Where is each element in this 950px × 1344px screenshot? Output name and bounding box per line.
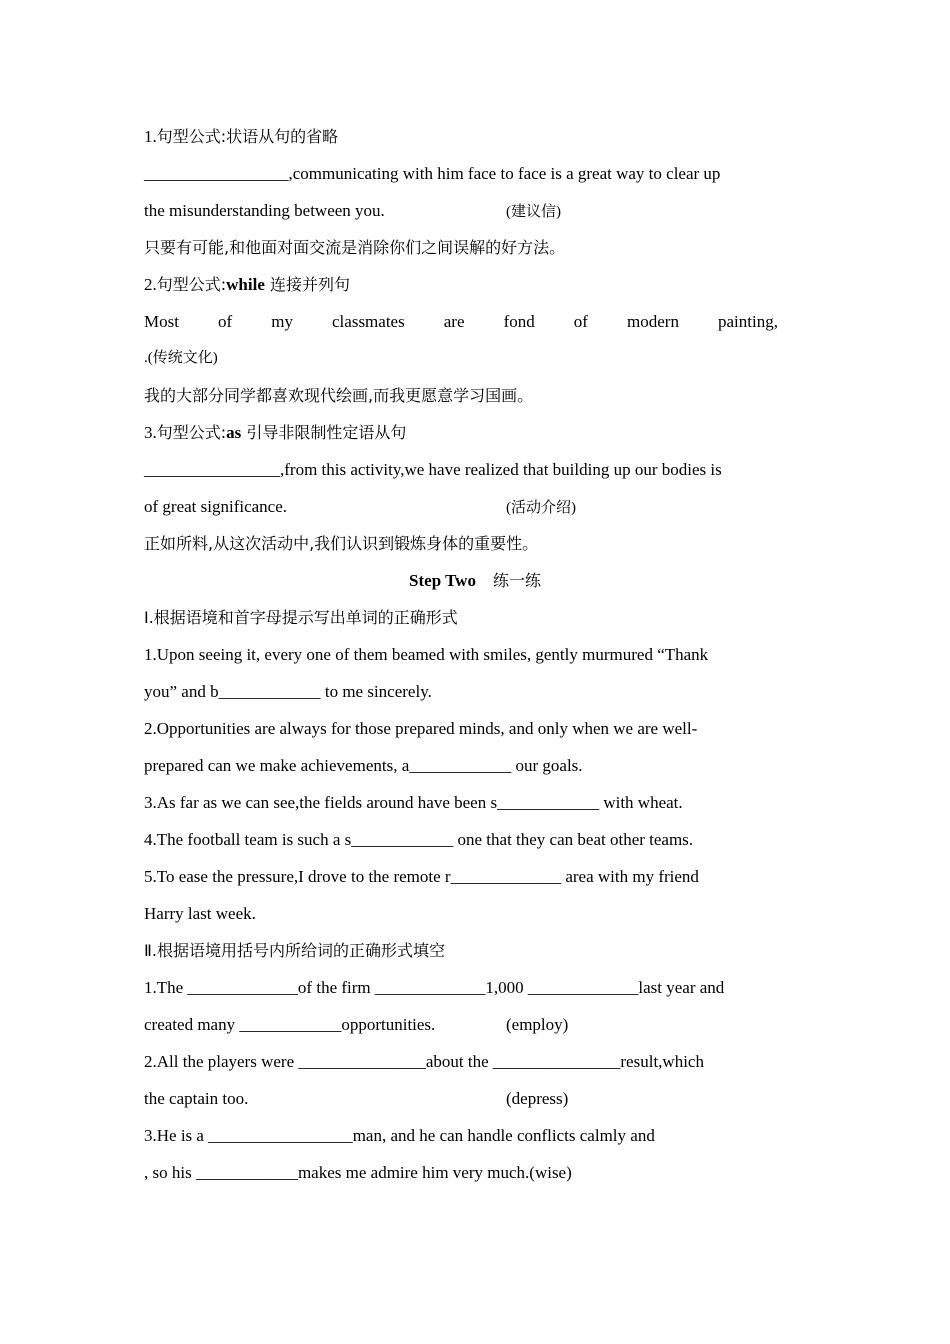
s2-question-1-line-1: 1.The _____________of the firm _____________1,000 _____________last year and: [144, 978, 725, 997]
hint: (wise): [529, 1163, 572, 1182]
step-two-title: Step Two 练一练: [409, 571, 541, 590]
heading-1: 1.句型公式:状语从句的省略: [144, 127, 339, 146]
document-page: [144, 118, 806, 1191]
s1-question-3: 3.As far as we can see,the fields around have been s____________ with wheat.: [144, 793, 683, 812]
s2-question-2-line-1: 2.All the players were _______________about the _______________result,which: [144, 1052, 704, 1071]
s2-question-3-line-2: , so his ____________makes me admire him very much.(wise): [144, 1163, 572, 1182]
sentence-3-translation: 正如所料,从这次活动中,我们认识到锻炼身体的重要性。: [144, 534, 539, 553]
hint: (建议信): [506, 204, 561, 220]
sentence-2-line-2: .(传统文化): [144, 350, 218, 366]
sentence-1-line-2: the misunderstanding between you. (建议信): [144, 201, 561, 220]
sentence-2-translation: 我的大部分同学都喜欢现代绘画,而我更愿意学习国画。: [144, 386, 534, 405]
s1-question-1-line-1: 1.Upon seeing it, every one of them beamed with smiles, gently murmured “Thank: [144, 645, 709, 664]
s2-question-2-line-2: the captain too. (depress): [144, 1089, 569, 1108]
s1-question-1-line-2: you” and b____________ to me sincerely.: [144, 682, 432, 701]
hint: (活动介绍): [506, 500, 576, 516]
s1-question-2-line-2: prepared can we make achievements, a____________ our goals.: [144, 756, 583, 775]
sentence-2-line-1: Most of my classmates are fond of modern painting,: [144, 312, 778, 331]
s2-question-1-line-2: created many ____________opportunities. (employ): [144, 1015, 569, 1034]
sentence-1-line-1: _________________,communicating with him face to face is a great way to clear up: [144, 164, 721, 183]
fill-blank: _________________: [144, 164, 289, 183]
s1-question-5-line-2: Harry last week.: [144, 904, 256, 923]
s2-question-3-line-1: 3.He is a _________________man, and he can handle conflicts calmly and: [144, 1126, 655, 1145]
sentence-1-translation: 只要有可能,和他面对面交流是消除你们之间误解的好方法。: [144, 238, 566, 257]
s1-question-2-line-1: 2.Opportunities are always for those prepared minds, and only when we are well-: [144, 719, 698, 738]
section-1-heading: Ⅰ.根据语境和首字母提示写出单词的正确形式: [144, 608, 458, 627]
heading-2: 2.句型公式:while 连接并列句: [144, 275, 350, 294]
hint: (depress): [506, 1089, 569, 1108]
sentence-3-line-2: of great significance. (活动介绍): [144, 497, 576, 516]
section-2-heading: Ⅱ.根据语境用括号内所给词的正确形式填空: [144, 941, 445, 960]
hint: (employ): [506, 1015, 569, 1034]
s1-question-5-line-1: 5.To ease the pressure,I drove to the remote r_____________ area with my friend: [144, 867, 699, 886]
s1-question-4: 4.The football team is such a s____________ one that they can beat other teams.: [144, 830, 694, 849]
sentence-3-line-1: ________________,from this activity,we have realized that building up our bodies is: [144, 460, 722, 479]
heading-3: 3.句型公式:as 引导非限制性定语从句: [144, 423, 407, 442]
fill-blank: ________________: [144, 460, 280, 479]
